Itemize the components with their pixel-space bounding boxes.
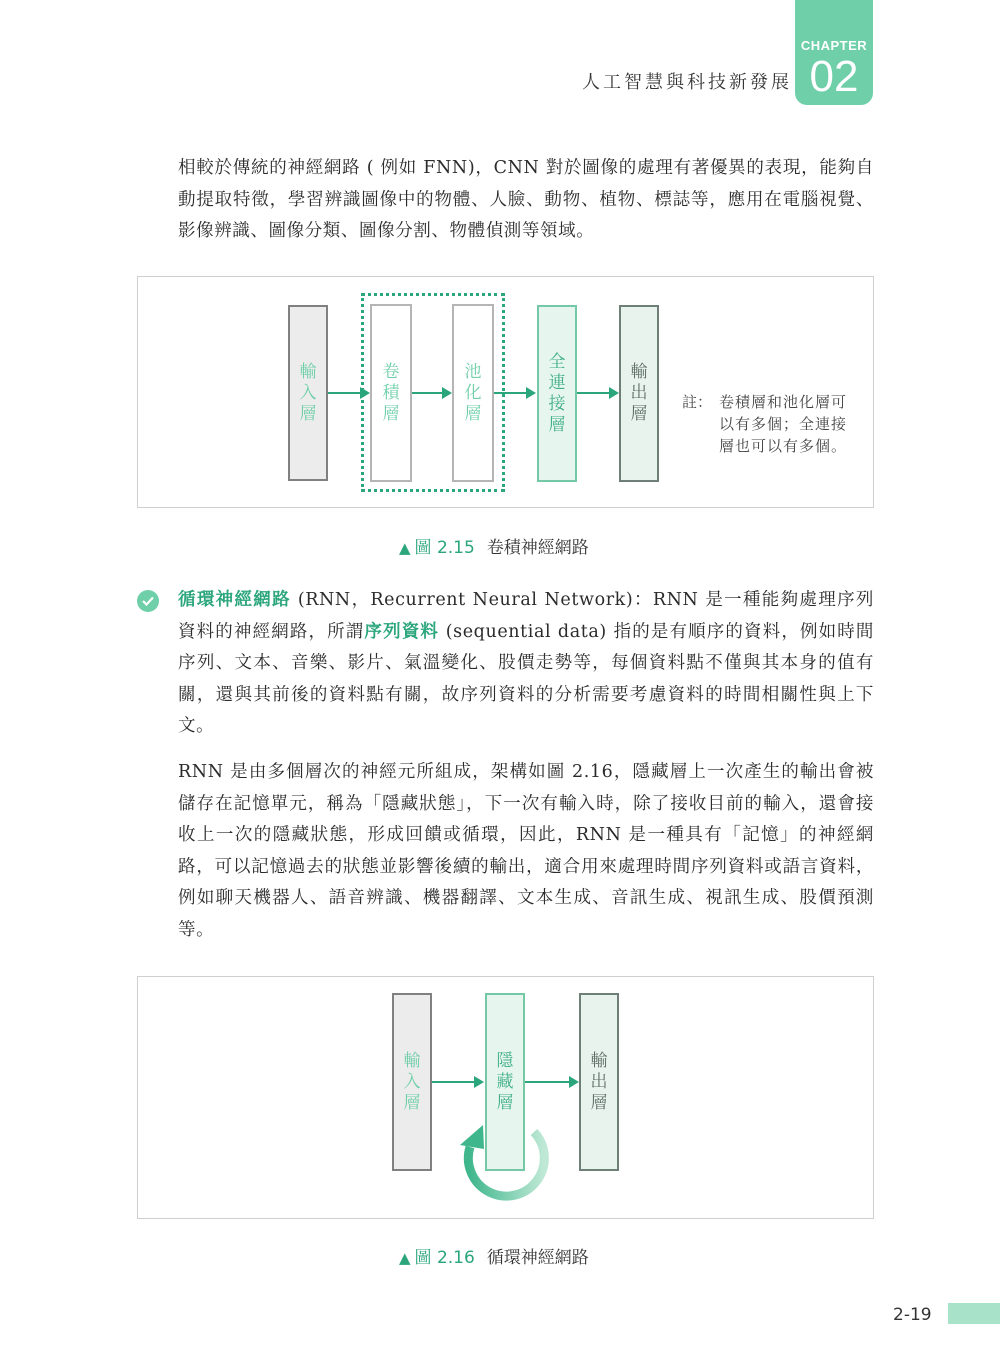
figure-title: 卷積神經網路 [486,538,589,558]
arrow-right-icon [432,1081,482,1083]
layer-input: 輸入層 [288,305,328,481]
page-number: 2-19 [893,1305,932,1325]
arrow-right-icon [328,392,368,394]
layer-input: 輸入層 [392,993,432,1171]
triangle-icon: ▲ [399,1249,411,1267]
figure-caption-2-16 [399,1243,589,1268]
check-circle-icon [137,590,159,612]
loop-arrow-icon [448,1117,558,1207]
paragraph-rnn-structure: RNN 是由多個層次的神經元所組成，架構如圖 2.16，隱藏層上一次產生的輸出會被儲存在記憶單元，稱為「隱藏狀態」，下一次有輸入時，除了接收目前的輸入，還會接收上一次的隱藏狀態，形成回饋或循環，因此，RNN 是一種具有「記憶」的神經網路，可以記憶過去的狀態並影響後續的輸出，適合用來處理時間序列資料或語言資料，例如聊天機器人、語音辨識、機器翻譯、文本生成、音訊生成、視訊生成、股價預測等。 [178,762,874,940]
term-rnn: 循環神經網路 [178,590,291,610]
chapter-label: CHAPTER [800,38,868,53]
layer-hidden: 隱藏層 [485,993,525,1171]
note-text: 卷積層和池化層可以有多個；全連接層也可以有多個。 [719,393,848,455]
arrow-right-icon [412,392,450,394]
layer-pooling: 池化層 [452,304,494,482]
paragraph-rnn-definition: 循環神經網路 (RNN，Recurrent Neural Network)：RNN 是一種能夠處理序列資料的神經網路，所謂序列資料 (sequential data) 指的是有順序的資料，例如時間序列、文本、音樂、影片、氣溫變化、股價走勢等，每個資料點不僅與其本身的值有關，還與其前後的資料點有關，故序列資料的分析需要考慮資料的時間相關性與上下文。 [178,590,875,736]
book-title: 人工智慧與科技新發展 [582,72,792,93]
figure-number: 圖 2.16 [414,1248,475,1268]
term-sequential-data: 序列資料 [364,621,439,642]
arrow-right-icon [525,1081,577,1083]
layer-convolution: 卷積層 [370,304,412,482]
paragraph-cnn: 相較於傳統的神經網路 ( 例如 FNN)，CNN 對於圖像的處理有著優異的表現，能夠自動提取特徵，學習辨識圖像中的物體、人臉、動物、植物、標誌等，應用在電腦視覺、影像辨識、圖像分類、圖像分割、物體偵測等領域。 [178,158,874,241]
figure-title: 循環神經網路 [486,1248,589,1268]
layer-output: 輸出層 [579,993,619,1171]
note-tag: 註： [682,393,713,411]
figure-caption-2-15 [399,533,589,558]
layer-output: 輸出層 [619,305,659,482]
figure-rnn-diagram [137,976,874,1219]
arrow-right-icon [577,392,617,394]
arrow-right-icon [494,392,534,394]
page-marker-bar [948,1303,1000,1324]
chapter-number: 02 [809,52,859,101]
figure-cnn-diagram [137,276,874,508]
layer-fully-connected: 全連接層 [537,305,577,482]
figure-number: 圖 2.15 [414,538,475,558]
chapter-tab [795,0,873,105]
triangle-icon: ▲ [399,539,411,557]
